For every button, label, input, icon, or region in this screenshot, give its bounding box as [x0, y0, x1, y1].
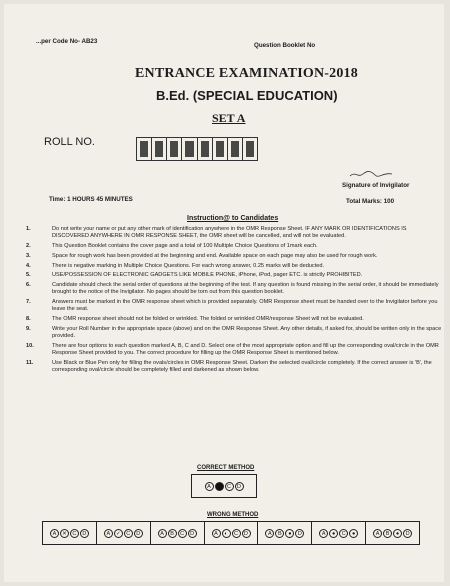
wrong-method-example: [205, 522, 259, 544]
answer-bubble: D: [134, 529, 143, 538]
answer-bubble: B: [383, 529, 392, 538]
answer-bubble-dotted: ●: [393, 529, 402, 538]
wrong-method-box: [42, 521, 420, 545]
answer-bubble: A: [212, 529, 221, 538]
answer-bubble-filled: ●: [329, 529, 338, 538]
answer-bubble: A: [319, 529, 328, 538]
wrong-method-example: [43, 522, 97, 544]
question-booklet-page: [4, 4, 444, 582]
answer-bubble-filled: B: [215, 482, 224, 491]
roll-digit-box: [137, 138, 152, 160]
answer-bubble: C: [339, 529, 348, 538]
invigilator-signature-label: Signature of Invigilator: [342, 182, 410, 189]
paper-code: ...per Code No- AB23: [36, 38, 98, 45]
answer-bubble: A: [104, 529, 113, 538]
answer-bubble-dotted: ●: [285, 529, 294, 538]
roll-digit-box: [213, 138, 228, 160]
answer-bubble: B: [168, 529, 177, 538]
roll-digit-box: [243, 138, 257, 160]
answer-bubble: C: [70, 529, 79, 538]
answer-bubble: C: [178, 529, 187, 538]
wrong-method-example: [151, 522, 205, 544]
wrong-method-example: [366, 522, 419, 544]
instruction-item: 7. Answers must be marked in the OMR response sheet which is provided separately. OMR Response sheet must be handed over to the Invigilator before you leave the seat.: [26, 299, 438, 313]
instruction-item: 5. USE/POSSESSION OF ELECTRONIC GADGETS LIKE MOBILE PHONE, iPhone, iPod, pager ETC. is strictly PROHIBITED.: [26, 272, 363, 279]
correct-method-label: CORRECT METHOD: [197, 465, 255, 471]
time-allowed: Time: 1 HOURS 45 MINUTES: [49, 196, 133, 203]
invigilator-signature: [349, 169, 393, 179]
instruction-item: 11. Use Black or Blue Pen only for filling the ovals/circles in OMR Response Sheet. Darken the selected oval/circle completely. If the correct answer is 'B', the corresponding oval/circle should be completely filled and darkened as shown below.: [26, 359, 432, 374]
instruction-item: 3. Space for rough work has been provided at the beginning and end. Available space on each page may also be used for rough work.: [26, 252, 378, 259]
roll-digit-box: [152, 138, 167, 160]
instruction-item: 1. Do not write your name or put any other mark of identification anywhere in the OMR Response Sheet. IF ANY MARK OR IDENTIFICATIONS IS DISCOVERED ANYWHERE IN OMR RESPONSE SHEET, the OMR sheet will be cancelled, and will not be evaluated.: [26, 226, 407, 240]
answer-bubble: D: [188, 529, 197, 538]
answer-bubble: D: [80, 529, 89, 538]
answer-bubble-crossed: ✕: [60, 529, 69, 538]
wrong-method-example: [258, 522, 312, 544]
wrong-method-example: [312, 522, 366, 544]
instruction-item: 9. Write your Roll Number in the appropriate space (above) and on the OMR Response Sheet. Any other details, if asked for, should be written only in the space provided.: [26, 325, 442, 340]
booklet-number-label: Question Booklet No: [254, 42, 316, 49]
answer-bubble: A: [265, 529, 274, 538]
instruction-item: 4. There is negative marking in Multiple Choice Questions. For each wrong answer, 0.25 marks will be deducted.: [26, 262, 325, 269]
answer-bubble: A: [205, 482, 214, 491]
answer-bubble: D: [235, 482, 244, 491]
answer-bubble: C: [124, 529, 133, 538]
roll-digit-box: [182, 138, 197, 160]
answer-bubble: D: [403, 529, 412, 538]
answer-bubble: C: [232, 529, 241, 538]
answer-bubble: A: [158, 529, 167, 538]
total-marks: Total Marks: 100: [346, 198, 395, 205]
roll-number-boxes: [136, 137, 258, 161]
correct-method-box: [191, 474, 257, 498]
roll-digit-box: [167, 138, 182, 160]
instruction-item: 6. Candidate should check the serial order of questions at the beginning of the test. If any question is found missing in the serial order, it should be immediately brought to the notice of the Invigilator. No pages should be torn out from this question booklet.: [26, 282, 439, 296]
answer-bubble-ticked: ✓: [114, 529, 123, 538]
answer-bubble: B: [275, 529, 284, 538]
instructions-list: [26, 226, 442, 377]
roll-no-label: ROLL NO.: [44, 136, 95, 148]
set-title: SET A: [212, 111, 246, 125]
answer-bubble: C: [225, 482, 234, 491]
answer-bubble: D: [295, 529, 304, 538]
roll-digit-box: [228, 138, 243, 160]
answer-bubble: D: [242, 529, 251, 538]
answer-bubble-half-filled: ◐: [222, 529, 231, 538]
answer-bubble: A: [373, 529, 382, 538]
wrong-method-label: WRONG METHOD: [207, 512, 259, 518]
roll-digit-box: [198, 138, 213, 160]
instructions-heading: Instruction@ to Candidates: [187, 215, 279, 222]
exam-title: ENTRANCE EXAMINATION-2018: [135, 66, 358, 81]
instruction-item: 2. This Question Booklet contains the cover page and a total of 100 Multiple Choice Questions of 1mark each.: [26, 243, 318, 249]
instruction-item: 8. The OMR response sheet should not be folded or wrinkled. The folded or wrinkled OMR/response Sheet will not be evaluated.: [26, 316, 364, 323]
answer-bubble-filled: ●: [349, 529, 358, 538]
answer-bubble: A: [50, 529, 59, 538]
instruction-item: 10. There are four options to each question marked A, B, C and D. Select one of the most appropriate option and fill up the corresponding oval/circle in the OMR Response Sheet provided to you. The correct procedure for filling up the OMR Response Sheet is mentioned below.: [26, 342, 439, 357]
course-title: B.Ed. (SPECIAL EDUCATION): [156, 88, 338, 103]
wrong-method-example: [97, 522, 151, 544]
